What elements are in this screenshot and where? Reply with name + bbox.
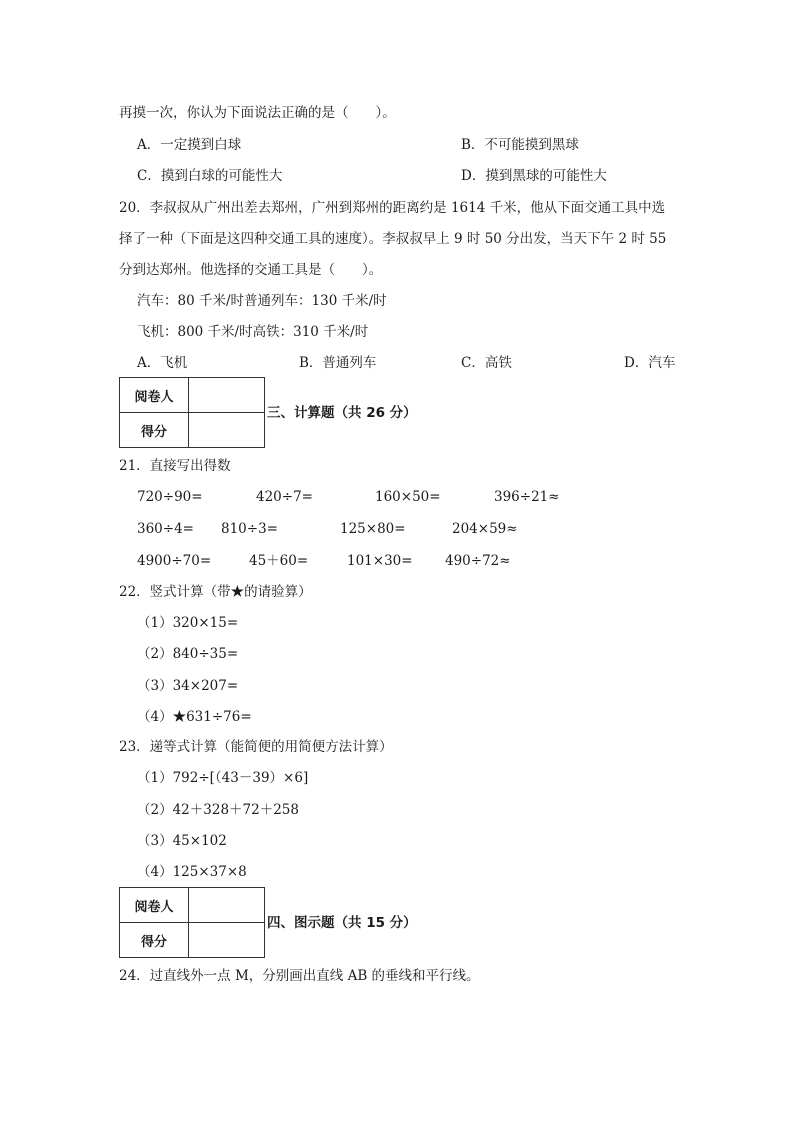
- q23-item: （1）792÷[（43－39）×6]: [137, 770, 309, 786]
- q20-line3: 分到达郑州。他选择的交通工具是（ ）。: [119, 262, 383, 278]
- q19-option-c: C．摸到白球的可能性大: [137, 168, 283, 184]
- q22-item: （4）★631÷76=: [137, 709, 252, 725]
- reviewer-label: 阅卷人: [120, 888, 189, 923]
- q19-option-a: A．一定摸到白球: [137, 137, 242, 153]
- q23-title: 23．递等式计算（能简便的用简便方法计算）: [119, 739, 393, 755]
- q20-line1: 20．李叔叔从广州出差去郑州，广州到郑州的距离约是 1614 千米，他从下面交通工具中选: [119, 200, 666, 216]
- q19-option-d: D．摸到黑球的可能性大: [461, 168, 607, 184]
- q21-item: 4900÷70=: [137, 553, 212, 569]
- q23-item: （3）45×102: [137, 833, 227, 849]
- score-cell[interactable]: [189, 413, 265, 448]
- q19-stem: 再摸一次，你认为下面说法正确的是（ ）。: [119, 105, 396, 121]
- q22-item: （3）34×207=: [137, 678, 239, 694]
- q21-item: 101×30=: [347, 553, 413, 569]
- score-cell[interactable]: [189, 923, 265, 958]
- q19-option-b: B．不可能摸到黑球: [461, 137, 579, 153]
- section4-title: 四、图示题（共 15 分）: [267, 915, 417, 931]
- q20-option-a: A．飞机: [137, 355, 188, 371]
- section3-title: 三、计算题（共 26 分）: [267, 405, 417, 421]
- q20-option-c: C．高铁: [461, 355, 512, 371]
- q22-item: （1）320×15=: [137, 615, 239, 631]
- q21-item: 810÷3=: [221, 521, 278, 537]
- q21-item: 720÷90=: [137, 489, 203, 505]
- reviewer-label: 阅卷人: [120, 378, 189, 413]
- reviewer-cell[interactable]: [189, 888, 265, 923]
- grader-box-section3: [119, 377, 265, 448]
- q21-title: 21．直接写出得数: [119, 458, 231, 474]
- score-label: 得分: [120, 923, 189, 958]
- q21-item: 125×80=: [340, 521, 406, 537]
- q24-title: 24．过直线外一点 M，分别画出直线 AB 的垂线和平行线。: [119, 968, 480, 984]
- q21-item: 420÷7=: [256, 489, 313, 505]
- q22-item: （2）840÷35=: [137, 646, 239, 662]
- q21-item: 490÷72≈: [445, 553, 511, 569]
- q21-item: 160×50=: [375, 489, 441, 505]
- reviewer-cell[interactable]: [189, 378, 265, 413]
- q20-option-d: D．汽车: [624, 355, 676, 371]
- q21-item: 396÷21≈: [494, 489, 560, 505]
- q23-item: （4）125×37×8: [137, 864, 247, 880]
- q21-item: 204×59≈: [452, 521, 518, 537]
- grader-box-section4: [119, 887, 265, 958]
- q20-line2: 择了一种（下面是这四种交通工具的速度）。李叔叔早上 9 时 50 分出发，当天下午 2 时 55: [119, 231, 667, 247]
- score-label: 得分: [120, 413, 189, 448]
- q23-item: （2）42＋328＋72＋258: [137, 802, 299, 818]
- q21-item: 45＋60=: [249, 553, 309, 569]
- q20-speeds-1: 汽车：80 千米/时普通列车：130 千米/时: [137, 293, 387, 309]
- q20-speeds-2: 飞机：800 千米/时高铁：310 千米/时: [137, 324, 369, 340]
- q22-title: 22．竖式计算（带★的请验算）: [119, 584, 312, 600]
- q20-option-b: B．普通列车: [299, 355, 377, 371]
- q21-item: 360÷4=: [137, 521, 194, 537]
